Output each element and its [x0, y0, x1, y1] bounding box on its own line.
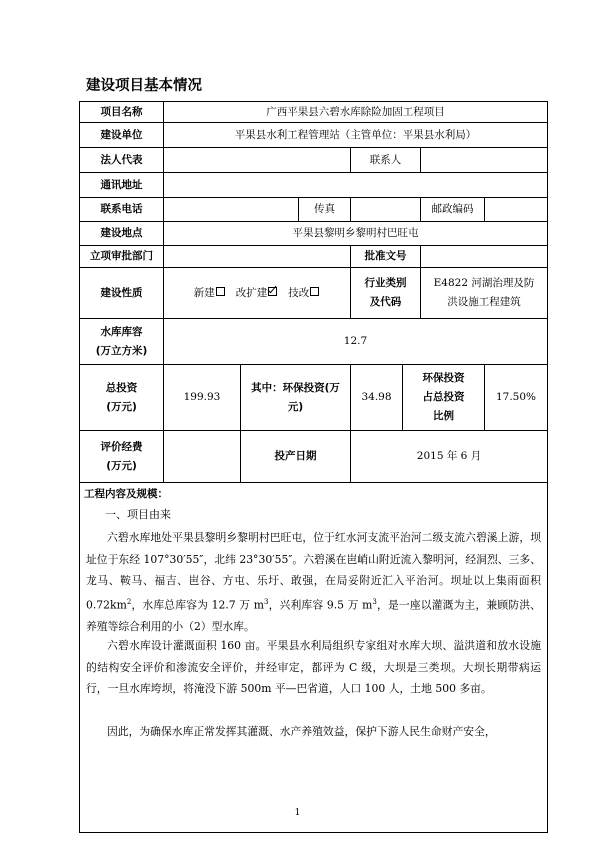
project-content-cell — [80, 483, 548, 833]
page-title: 建设项目基本情况 — [86, 78, 202, 94]
project-name-label: 项目名称 — [80, 102, 164, 123]
location-value: 平果县黎明乡黎明村巴旺屯 — [164, 222, 548, 246]
nature-option-new: 新建 — [194, 287, 226, 299]
fax-label: 传真 — [299, 198, 351, 222]
env-invest-value: 34.98 — [351, 365, 403, 431]
approval-dept-value — [164, 246, 351, 268]
project-name-value: 广西平果县六碧水库除险加固工程项目 — [164, 102, 548, 123]
address-value — [164, 173, 548, 198]
legal-rep-value — [164, 148, 351, 173]
nature-option-expand: 改扩建 — [236, 287, 279, 299]
project-info-table — [79, 101, 548, 833]
postcode-label: 邮政编码 — [421, 198, 485, 222]
phone-label: 联系电话 — [80, 198, 164, 222]
approval-dept-label: 立项审批部门 — [80, 246, 164, 268]
checkbox-retrofit[interactable] — [310, 287, 319, 296]
env-invest-label: 其中：环保投资(万 元) — [241, 365, 351, 431]
eval-fee-label: 评价经费 (万元) — [80, 431, 164, 483]
investment-label: 总投资 (万元) — [80, 365, 164, 431]
paragraph-3: 因此，为确保水库正常发挥其灌溉、水产养殖效益，保护下游人民生命财产安全， — [107, 725, 496, 738]
unit-label: 建设单位 — [80, 123, 164, 148]
capacity-value: 12.7 — [164, 319, 548, 365]
fax-value — [351, 198, 421, 222]
start-date-label: 投产日期 — [241, 431, 351, 483]
nature-label: 建设性质 — [80, 268, 164, 319]
location-label: 建设地点 — [80, 222, 164, 246]
env-ratio-value: 17.50% — [485, 365, 548, 431]
paragraph-2: 六碧水库设计灌溉面积 160 亩。平果县水利局组织专家组对水库大坝、溢洪道和放水设施的结构安全评价和渗流安全评价，并经审定，都评为 C 级，大坝是三类坝。大坝长期带病运行，一旦水库垮坝，将淹没下游 500m 平—巴省道，人口 100 人，土地 500 多亩。 — [86, 639, 541, 695]
industry-label: 行业类别 及代码 — [351, 268, 421, 319]
contact-value — [421, 148, 548, 173]
env-ratio-label: 环保投资 占总投资 比例 — [403, 365, 485, 431]
postcode-value — [485, 198, 548, 222]
nature-option-retrofit: 技改 — [288, 287, 320, 299]
checkbox-expand-checked[interactable] — [268, 287, 277, 296]
approval-no-value — [421, 246, 548, 268]
checkbox-new[interactable] — [216, 287, 225, 296]
page-number: 1 — [294, 808, 301, 818]
content-heading: 工程内容及规模： — [84, 488, 168, 500]
unit-value: 平果县水利工程管理站（主管单位：平果县水利局） — [164, 123, 548, 148]
eval-fee-value — [164, 431, 241, 483]
address-label: 通讯地址 — [80, 173, 164, 198]
capacity-label: 水库库容 (万立方米) — [80, 319, 164, 365]
industry-value: E4822 河湖治理及防 洪设施工程建筑 — [421, 268, 548, 319]
paragraph-1: 六碧水库地处平果县黎明乡黎明村巴旺屯，位于红水河支流平治河二级支流六碧溪上游，坝址位于东经 107°30′55″，北纬 23°30′55″。六碧溪在岜峭山附近流入黎明河，经洞烈、三多、龙马、鞍马、福吉、岜谷、方屯、乐圩、敢强，在局妥附近汇入平治河。坝址以上集雨面积 $0.72km^2$，水库总库容为 12.7 万 $m^3$，兴利库容 9.5 万 $m^3$，是一座以灌溉为主，兼顾防洪、养殖等综合利用的小（2）型水库。 — [86, 531, 541, 633]
legal-rep-label: 法人代表 — [80, 148, 164, 173]
start-date-value: 2015 年 6 月 — [351, 431, 548, 483]
nature-options — [164, 268, 351, 319]
section-title: 一、项目由来 — [105, 508, 171, 521]
phone-value — [164, 198, 299, 222]
contact-label: 联系人 — [351, 148, 421, 173]
investment-value: 199.93 — [164, 365, 241, 431]
approval-no-label: 批准文号 — [351, 246, 421, 268]
